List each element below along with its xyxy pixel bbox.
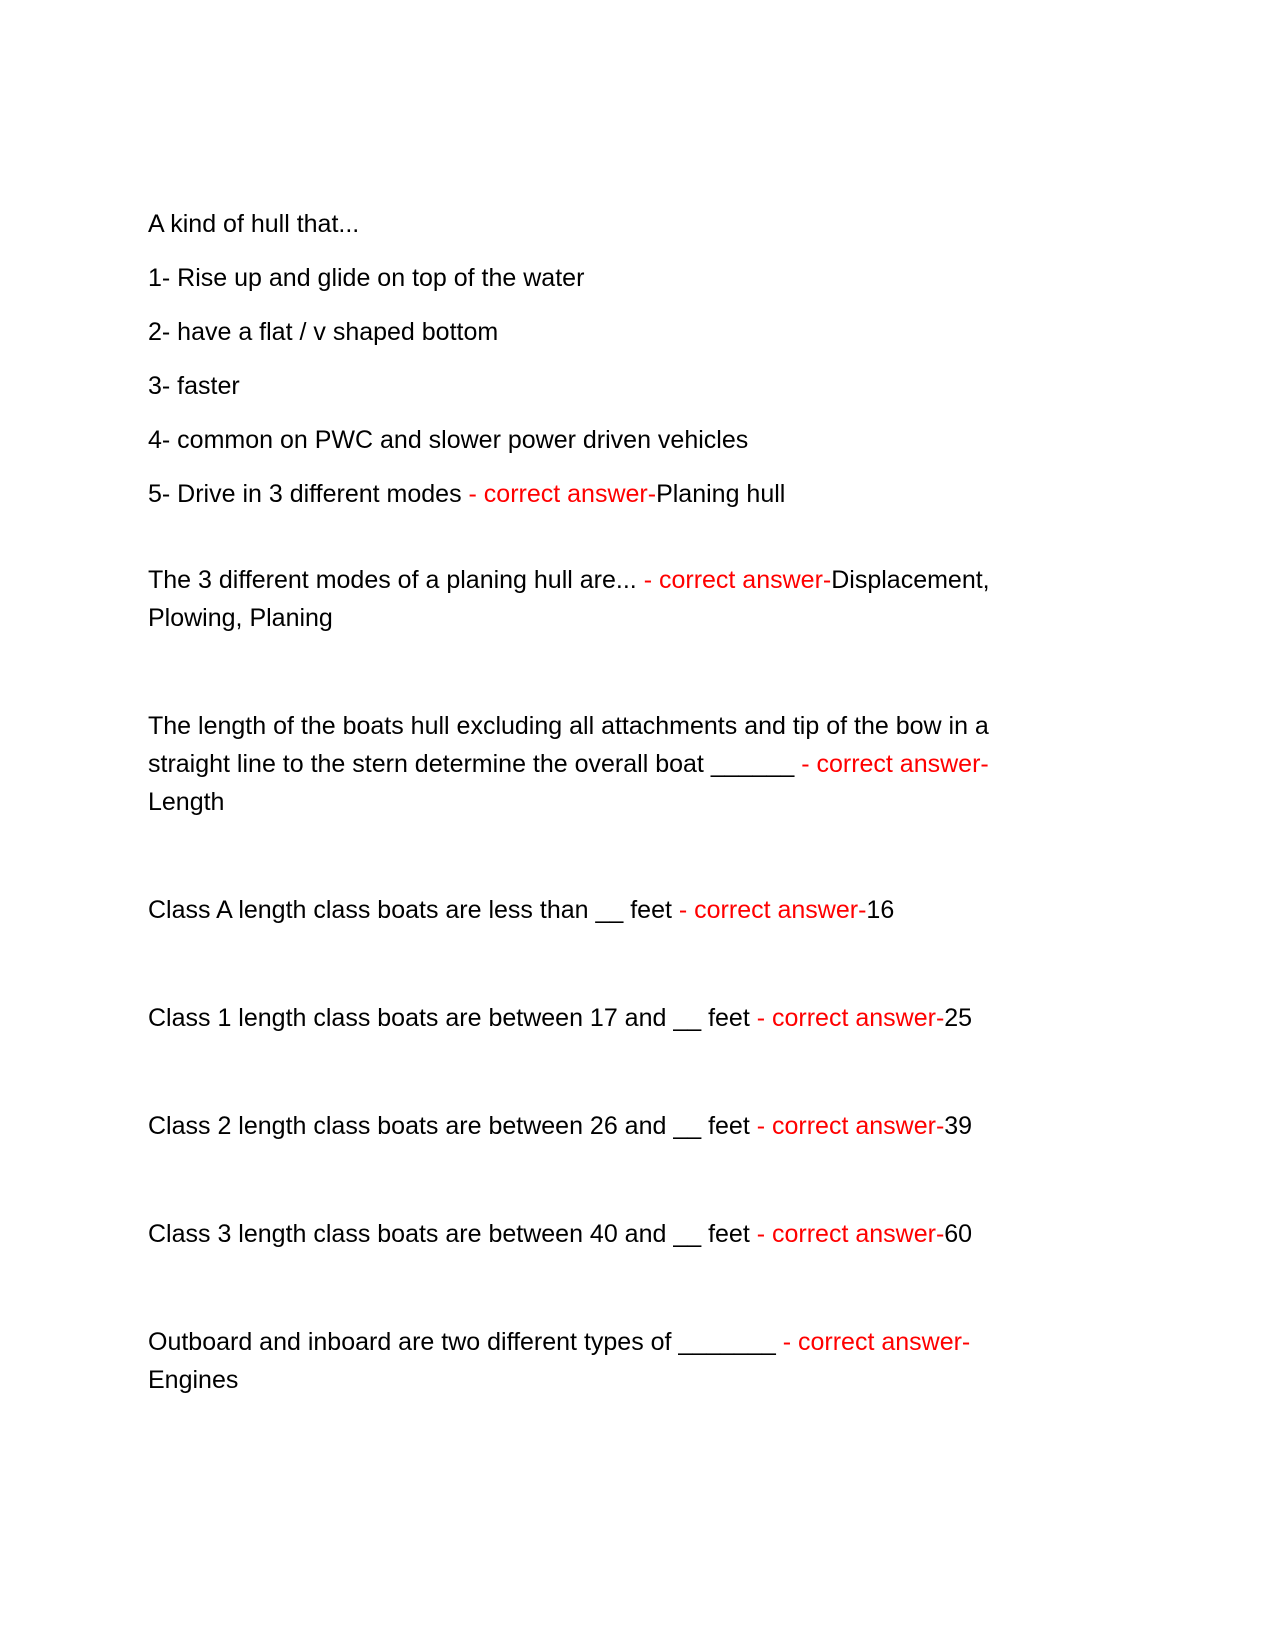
question-text: Class A length class boats are less than __ feet	[148, 896, 679, 924]
answer-text: 25	[944, 1004, 973, 1032]
list-item: 1- Rise up and glide on top of the water	[148, 264, 585, 292]
question-text: Outboard and inboard are two different types of _______	[148, 1328, 783, 1356]
answer-label: - correct answer-	[756, 1112, 945, 1140]
answer-text: 60	[944, 1220, 973, 1248]
answer-text: Planing hull	[656, 480, 786, 508]
answer-text: Displacement,	[831, 566, 990, 594]
question-text-continued: straight line to the stern determine the overall boat ______	[148, 750, 802, 778]
answer-label: - correct answer-	[678, 896, 867, 924]
qa-item-class-3	[148, 1215, 1068, 1253]
qa-item-class-2	[148, 1107, 1068, 1145]
qa-item-engines	[148, 1323, 1068, 1399]
answer-label: - correct answer-	[468, 480, 657, 508]
intro-text: A kind of hull that...	[148, 210, 360, 238]
qa-item-length	[148, 707, 1068, 821]
answer-text: Length	[148, 788, 225, 816]
question-text: The length of the boats hull excluding all attachments and tip of the bow in a	[148, 712, 989, 740]
question-text: The 3 different modes of a planing hull are...	[148, 566, 644, 594]
question-text: Class 1 length class boats are between 17 and __ feet	[148, 1004, 757, 1032]
list-item: 3- faster	[148, 372, 240, 400]
answer-label: - correct answer-	[782, 1328, 971, 1356]
answer-text: Engines	[148, 1366, 239, 1394]
document-content	[148, 205, 1068, 1399]
answer-text: 39	[944, 1112, 973, 1140]
answer-label: - correct answer-	[801, 750, 989, 778]
qa-item-class-1	[148, 999, 1068, 1037]
list-item: 2- have a flat / v shaped bottom	[148, 318, 499, 346]
answer-label: - correct answer-	[756, 1220, 945, 1248]
question-text: 5- Drive in 3 different modes	[148, 480, 469, 508]
qa-item-class-a	[148, 891, 1068, 929]
list-item: 4- common on PWC and slower power driven vehicles	[148, 426, 749, 454]
qa-item-planing-modes	[148, 561, 1068, 637]
question-text: Class 2 length class boats are between 26 and __ feet	[148, 1112, 757, 1140]
answer-label: - correct answer-	[643, 566, 832, 594]
answer-text-continued: Plowing, Planing	[148, 604, 333, 632]
answer-text: 16	[866, 896, 895, 924]
question-text: Class 3 length class boats are between 40 and __ feet	[148, 1220, 757, 1248]
answer-label: - correct answer-	[756, 1004, 945, 1032]
qa-item-planing-hull	[148, 475, 1068, 513]
